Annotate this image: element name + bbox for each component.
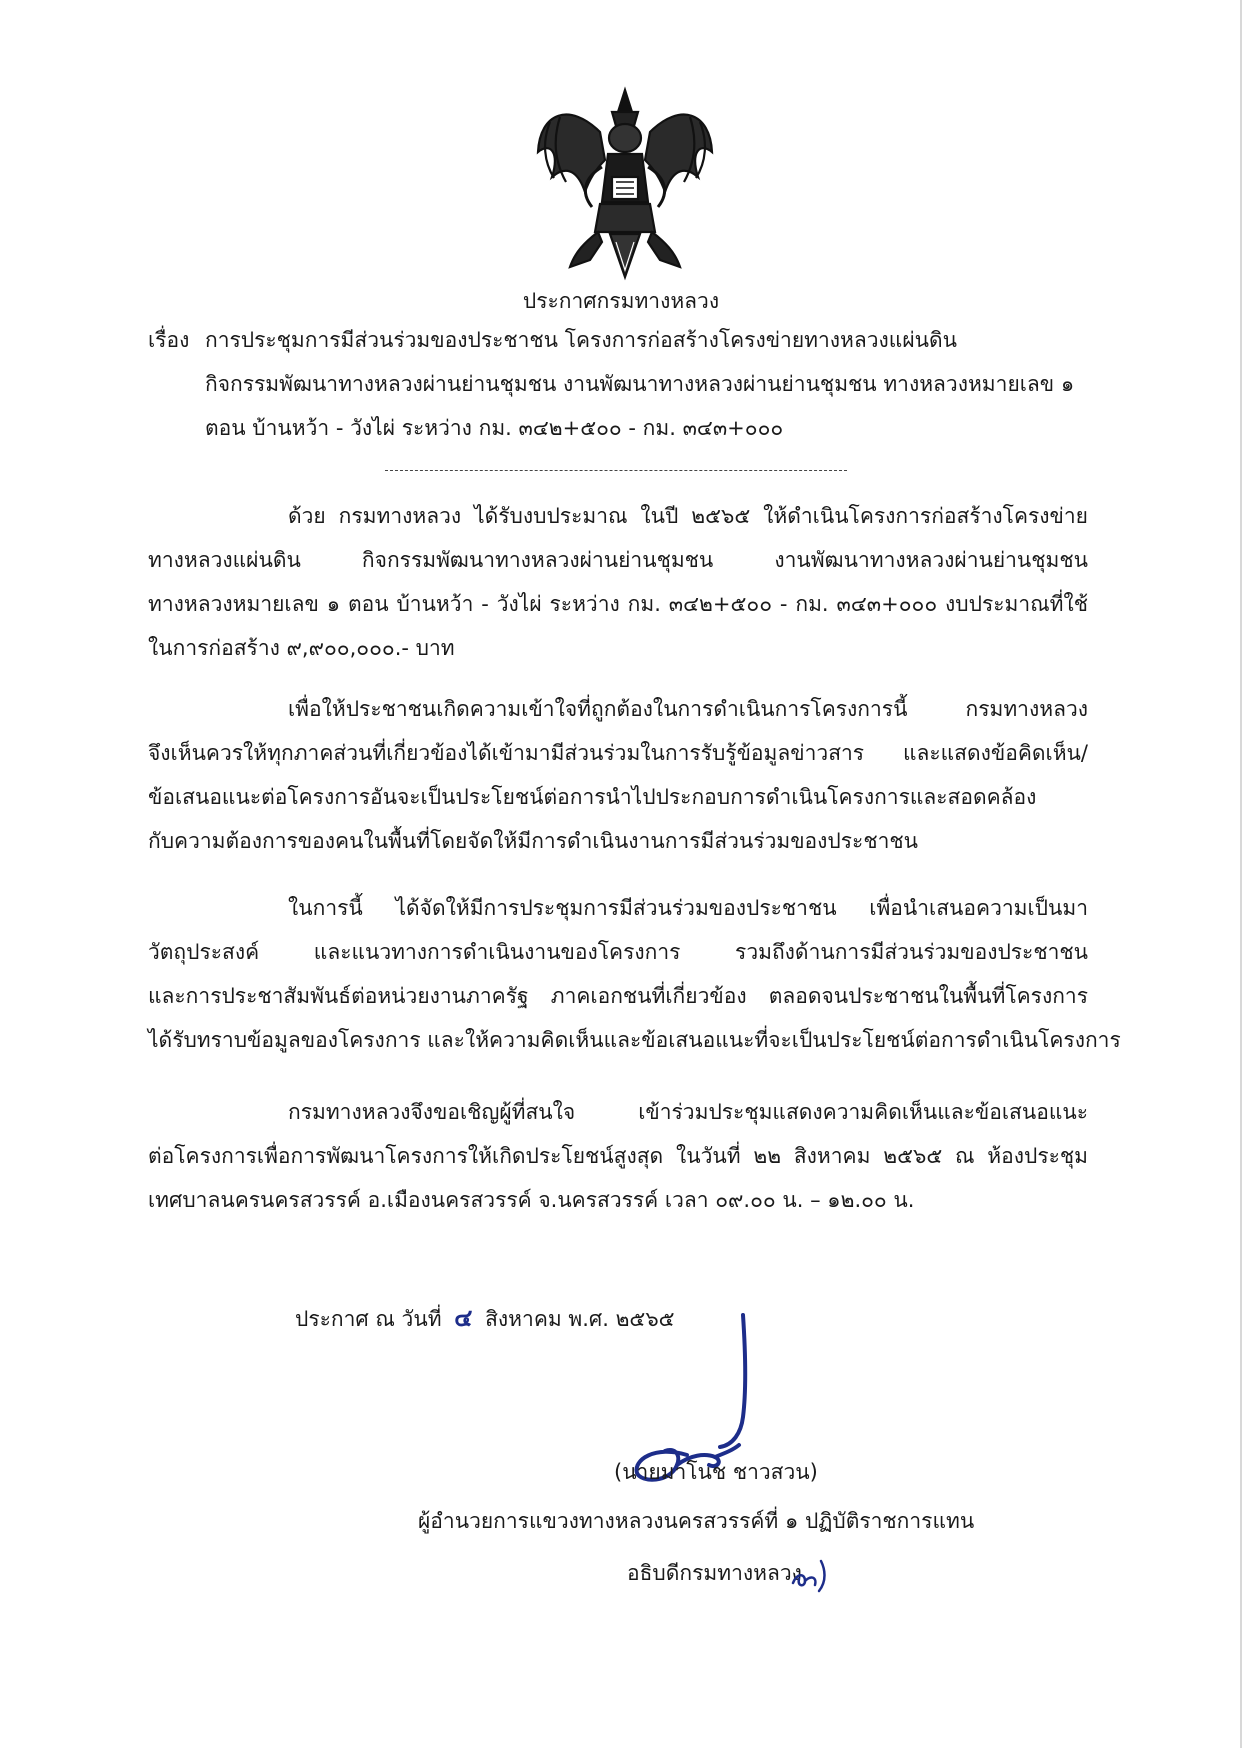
- paragraph-meeting: [148, 886, 1121, 1062]
- signer-position: ผู้อำนวยการแขวงทางหลวงนครสวรรค์ที่ ๑ ปฏิบัติราชการแทน: [418, 1509, 975, 1533]
- paragraph-line: ด้วย กรมทางหลวง ได้รับงบประมาณ ในปี ๒๕๖๕ ให้ดำเนินโครงการก่อสร้างโครงข่าย: [288, 504, 1088, 528]
- announcement-title: ประกาศกรมทางหลวง: [522, 289, 720, 313]
- paragraph-purpose: [148, 687, 1088, 863]
- paragraph-line: กับความต้องการของคนในพื้นที่โดยจัดให้มีการดำเนินงานการมีส่วนร่วมของประชาชน: [148, 829, 918, 853]
- paragraph-line: เทศบาลนครนครสวรรค์ อ.เมืองนครสวรรค์ จ.นครสวรรค์ เวลา ๐๙.๐๐ น. – ๑๒.๐๐ น.: [148, 1188, 915, 1212]
- subject-line: กิจกรรมพัฒนาทางหลวงผ่านย่านชุมชน งานพัฒนาทางหลวงผ่านย่านชุมชน ทางหลวงหมายเลข ๑: [205, 372, 1075, 396]
- paragraph-line: ต่อโครงการเพื่อการพัฒนาโครงการให้เกิดประโยชน์สูงสุด ในวันที่ ๒๒ สิงหาคม ๒๕๖๕ ณ ห้องประชุม: [148, 1144, 1088, 1168]
- dashed-divider: [385, 470, 847, 471]
- dateline-day: ๔: [454, 1304, 473, 1332]
- subject-line: ตอน บ้านหว้า - วังไผ่ ระหว่าง กม. ๓๔๒+๕๐๐ - กม. ๓๔๓+๐๐๐: [205, 416, 784, 440]
- paragraph-line: ทางหลวงหมายเลข ๑ ตอน บ้านหว้า - วังไผ่ ระหว่าง กม. ๓๔๒+๕๐๐ - กม. ๓๔๓+๐๐๐ งบประมาณที่ใช้: [148, 592, 1088, 616]
- paragraph-line: ได้รับทราบข้อมูลของโครงการ และให้ความคิดเห็นและข้อเสนอแนะที่จะเป็นประโยชน์ต่อการดำเนินโครงการ: [148, 1028, 1121, 1052]
- signer-name: (นายมาโนช ชาวสวน): [614, 1460, 818, 1484]
- signer-title: อธิบดีกรมทางหลวง: [627, 1561, 802, 1585]
- dateline-suffix: สิงหาคม พ.ศ. ๒๕๖๕: [485, 1307, 675, 1331]
- garuda-emblem-icon: [530, 82, 720, 282]
- paragraph-line: ในการนี้ ได้จัดให้มีการประชุมการมีส่วนร่วมของประชาชน เพื่อนำเสนอความเป็นมา: [288, 896, 1088, 920]
- paragraph-line: กรมทางหลวงจึงขอเชิญผู้ที่สนใจ เข้าร่วมประชุมแสดงความคิดเห็นและข้อเสนอแนะ: [288, 1100, 1088, 1124]
- paragraph-line: และการประชาสัมพันธ์ต่อหน่วยงานภาครัฐ ภาคเอกชนที่เกี่ยวข้อง ตลอดจนประชาชนในพื้นที่โครงการ: [148, 984, 1088, 1008]
- dateline-prefix: ประกาศ ณ วันที่: [295, 1307, 442, 1331]
- paragraph-line: ในการก่อสร้าง ๙,๙๐๐,๐๐๐.- บาท: [148, 636, 455, 660]
- subject-line: การประชุมการมีส่วนร่วมของประชาชน โครงการก่อสร้างโครงข่ายทางหลวงแผ่นดิน: [205, 328, 957, 352]
- paragraph-line: ทางหลวงแผ่นดิน กิจกรรมพัฒนาทางหลวงผ่านย่านชุมชน งานพัฒนาทางหลวงผ่านย่านชุมชน: [148, 548, 1088, 572]
- paragraph-line: วัตถุประสงค์ และแนวทางการดำเนินงานของโครงการ รวมถึงด้านการมีส่วนร่วมของประชาชน: [148, 940, 1088, 964]
- paragraph-line: เพื่อให้ประชาชนเกิดความเข้าใจที่ถูกต้องในการดำเนินการโครงการนี้ กรมทางหลวง: [288, 697, 1088, 721]
- paragraph-line: ข้อเสนอแนะต่อโครงการอันจะเป็นประโยชน์ต่อการนำไปประกอบการดำเนินโครงการและสอดคล้อง: [148, 785, 1037, 809]
- subject-label: เรื่อง: [148, 328, 190, 352]
- paragraph-invitation: [148, 1090, 1088, 1222]
- paragraph-funding: [148, 494, 1088, 670]
- paragraph-line: จึงเห็นควรให้ทุกภาคส่วนที่เกี่ยวข้องได้เข้ามามีส่วนร่วมในการรับรู้ข้อมูลข่าวสาร และแสดงข้อคิดเห็น/: [148, 741, 1088, 765]
- initials-mark: [787, 1555, 835, 1595]
